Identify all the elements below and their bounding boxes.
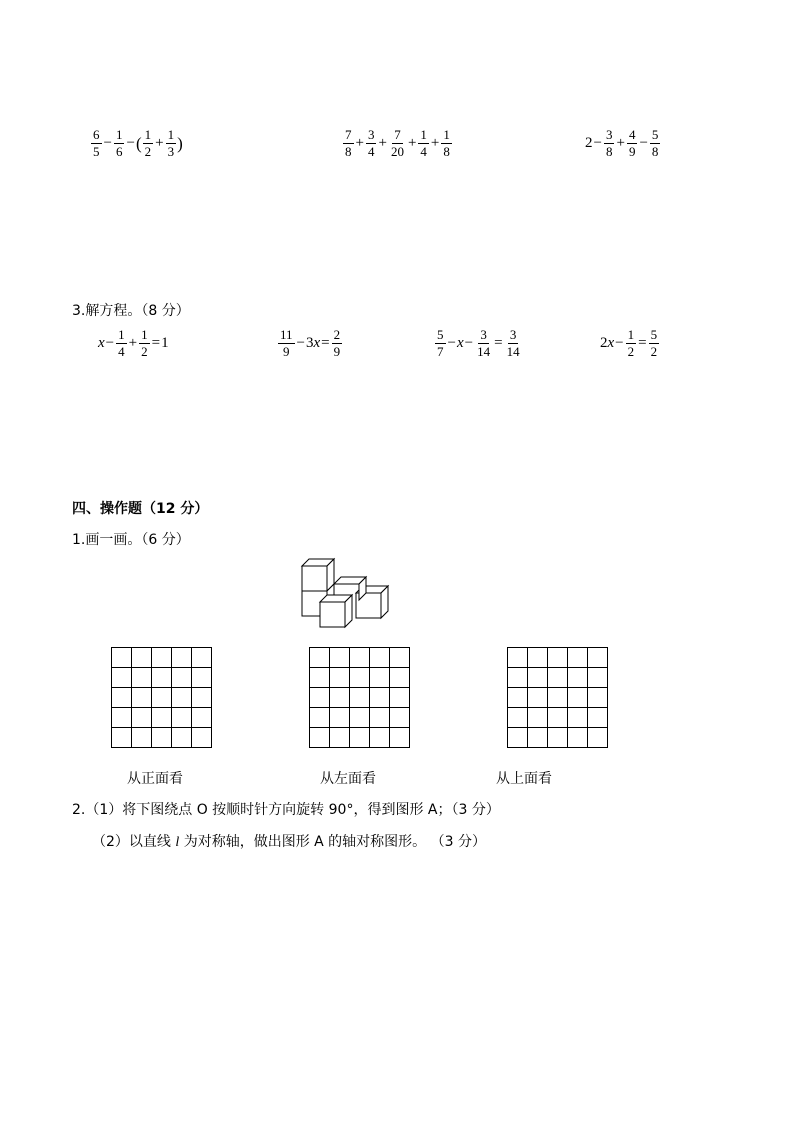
cube (302, 559, 334, 591)
section-4-heading: 四、操作题（12 分） (72, 501, 209, 517)
equation-1: x − $\frac{1}{4}$ + $\frac{1}{2}$ = 1 (98, 327, 169, 359)
fraction: $\frac{11}{9}$ (280, 327, 293, 359)
cube-figure (298, 555, 398, 635)
fraction: $\frac{1}{3}$ (167, 127, 175, 159)
fraction: $\frac{3}{8}$ (605, 127, 613, 159)
question-2-line-1: 2.（1）将下图绕点 O 按顺时针方向旋转 90°，得到图形 A；（3 分） (72, 802, 500, 818)
fraction: $\frac{6}{5}$ (93, 127, 100, 159)
fraction: $\frac{1}{2}$ (144, 127, 152, 159)
equation-2: $\frac{11}{9}$ − 3 x = $\frac{2}{9}$ (280, 327, 341, 359)
fraction: $\frac{5}{2}$ (650, 327, 658, 359)
fraction: $\frac{1}{2}$ (141, 327, 148, 359)
question-2-line-2: （2）以直线 l 为对称轴，做出图形 A 的轴对称图形。 （3 分） (92, 834, 486, 850)
fraction: $\frac{1}{4}$ (118, 327, 125, 359)
fraction: $\frac{3}{14}$ (477, 327, 491, 359)
fraction: $\frac{3}{4}$ (367, 127, 375, 159)
fraction: $\frac{7}{8}$ (345, 127, 352, 159)
fraction: $\frac{4}{9}$ (628, 127, 636, 159)
grid-front-view[interactable] (111, 647, 212, 748)
fraction: $\frac{7}{20}$ (390, 127, 404, 159)
grid-top-view[interactable] (507, 647, 608, 748)
question-1-text: 1.画一画。（6 分） (72, 532, 190, 548)
fraction: $\frac{5}{7}$ (437, 327, 444, 359)
fraction: $\frac{1}{2}$ (627, 327, 635, 359)
calc-expression-3: 2 − $\frac{3}{8}$ + $\frac{4}{9}$ − $\frac{5}{8}$ (585, 127, 659, 159)
view-label-top: 从上面看 (496, 771, 552, 787)
cube (320, 595, 352, 627)
grid-left-view[interactable] (309, 647, 410, 748)
equation-4: 2 x − $\frac{1}{2}$ = $\frac{5}{2}$ (600, 327, 658, 359)
calc-expression-2: $\frac{7}{8}$ + $\frac{3}{4}$ + $\frac{7}{20}$ + $\frac{1}{4}$ + $\frac{1}{8}$ (345, 127, 450, 159)
fraction: $\frac{2}{9}$ (333, 327, 341, 359)
section-3-heading: 3.解方程。（8 分） (72, 303, 190, 319)
fraction: $\frac{1}{8}$ (443, 127, 450, 159)
calc-expression-1: $\frac{6}{5}$ − $\frac{1}{6}$ − ( $\frac{1}{2}$ + $\frac{1}{3}$ ) (93, 127, 183, 159)
fraction: $\frac{1}{4}$ (420, 127, 427, 159)
fraction: $\frac{5}{8}$ (651, 127, 659, 159)
fraction: $\frac{1}{6}$ (115, 127, 123, 159)
view-label-left: 从左面看 (320, 771, 376, 787)
fraction: $\frac{3}{14}$ (506, 327, 520, 359)
equation-3: $\frac{5}{7}$ − x − $\frac{3}{14}$ = $\frac{3}{14}$ (437, 327, 520, 359)
view-label-front: 从正面看 (127, 771, 183, 787)
